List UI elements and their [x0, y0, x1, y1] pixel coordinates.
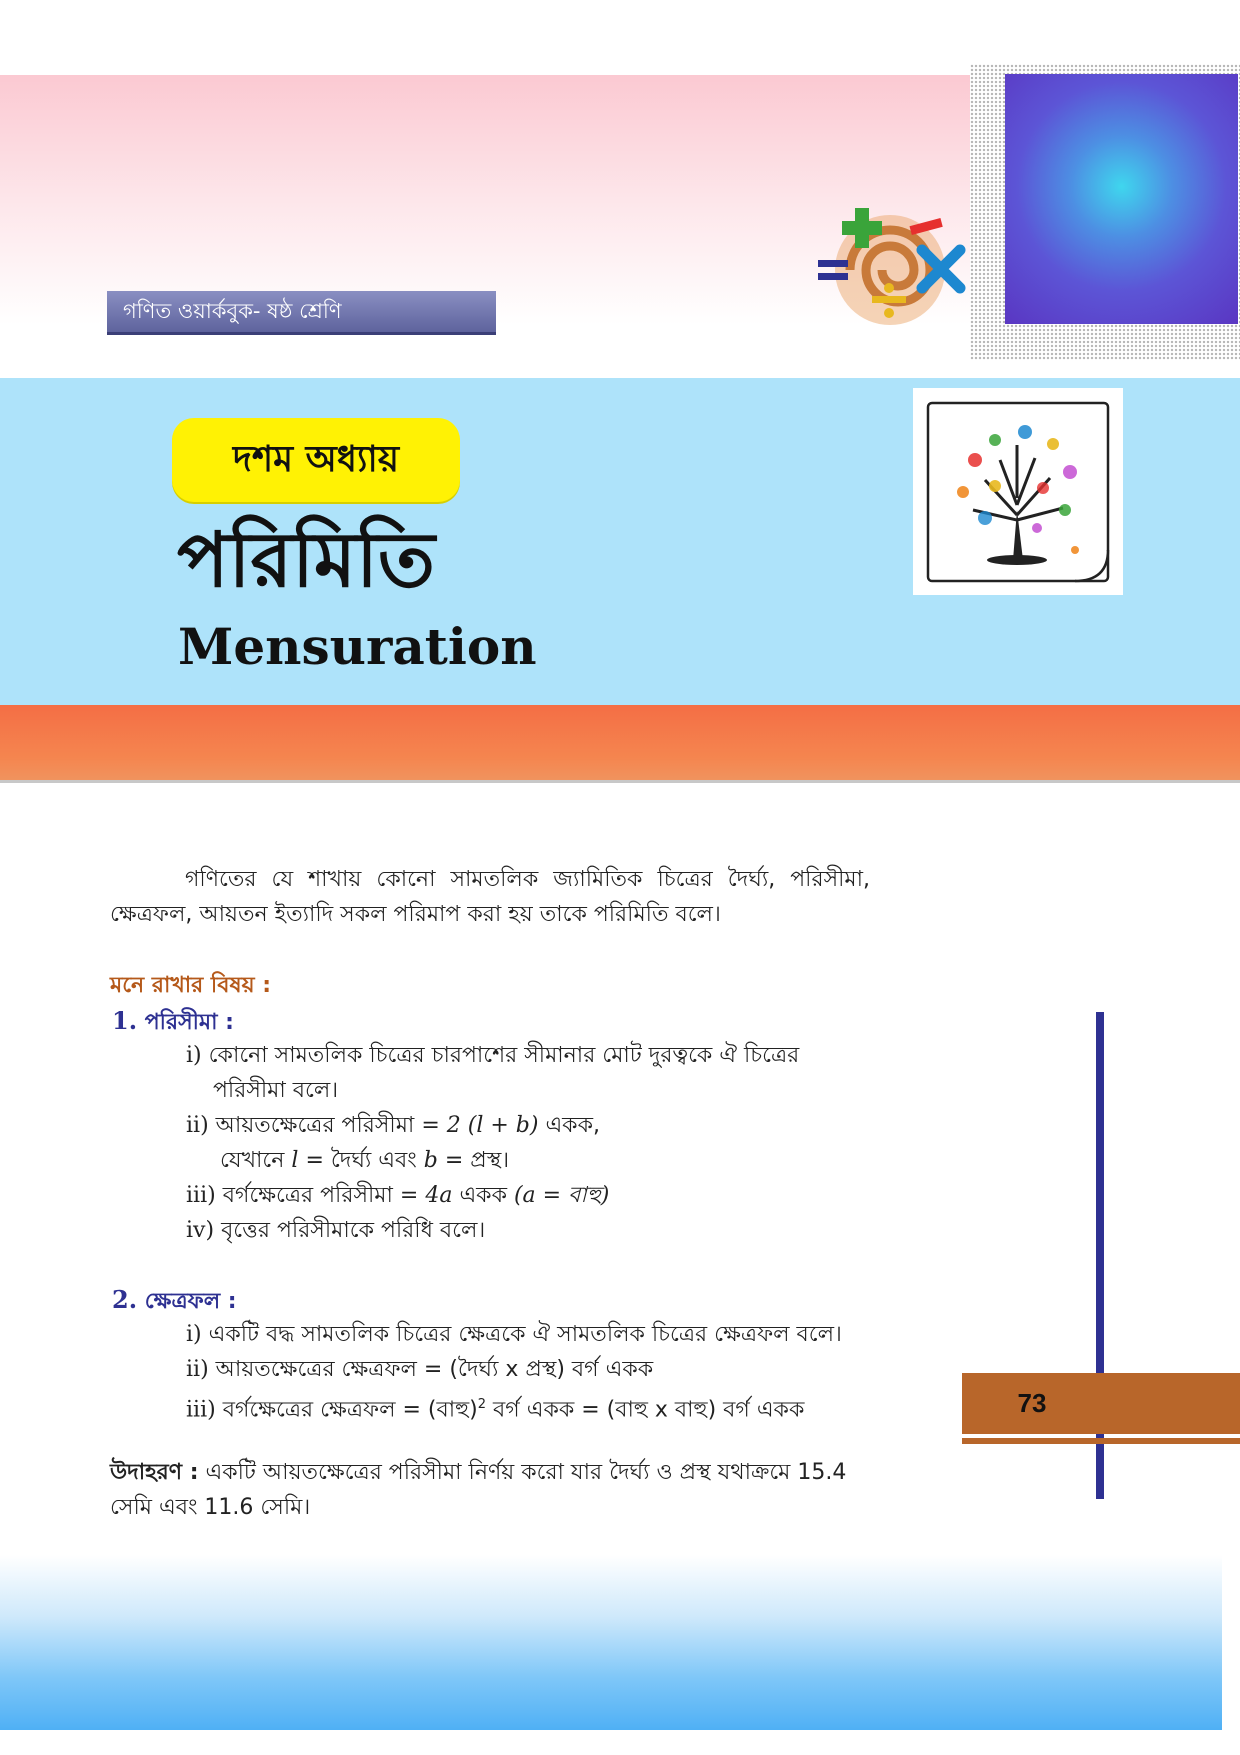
section-title: ক্ষেত্রফল : [144, 1289, 237, 1314]
section-number: 2. [112, 1285, 138, 1314]
item-roman: ii) [186, 1113, 209, 1138]
book-label: গণিত ওয়ার্কবুক- ষষ্ঠ শ্রেণি [107, 291, 496, 332]
list-item-continuation [220, 1143, 509, 1178]
footer-gradient-band [0, 1555, 1222, 1730]
page-number-rule [962, 1438, 1240, 1444]
item-formula: = 4a [399, 1183, 453, 1208]
remember-heading: মনে রাখার বিষয় : [110, 973, 272, 998]
list-item [186, 1352, 653, 1387]
decorative-gradient-square [1005, 74, 1238, 324]
item-roman: i) [186, 1322, 202, 1347]
item-text: বর্গক্ষেত্রের পরিসীমা [222, 1183, 393, 1208]
item-text: আয়তক্ষেত্রের ক্ষেত্রফল = (দৈর্ঘ্য x প্রস্থ) বর্গ একক [215, 1357, 654, 1382]
list-item [186, 1178, 609, 1213]
math-operators-logo-icon [810, 200, 970, 335]
item-unit: একক, [545, 1113, 600, 1138]
item-note: (a = বাহু) [513, 1183, 610, 1208]
item-text: আয়তক্ষেত্রের পরিসীমা [215, 1113, 415, 1138]
continuation-text: = প্রস্থ। [444, 1148, 510, 1173]
variable-l: l [291, 1148, 299, 1173]
orange-divider-band [0, 705, 1240, 780]
continuation-text: = দৈর্ঘ্য এবং [305, 1148, 417, 1173]
list-item [186, 1213, 485, 1248]
list-item-continuation: পরিসীমা বলে। [213, 1078, 339, 1103]
chapter-badge: দশম অধ্যায় [172, 418, 460, 502]
item-roman: ii) [186, 1357, 209, 1382]
item-formula: = 2 (l + b) [421, 1113, 539, 1138]
chapter-title-english: Mensuration [178, 617, 537, 676]
example-label: উদাহরণ : [110, 1460, 199, 1485]
number-tree-icon [925, 400, 1111, 584]
item-roman: iii) [186, 1397, 216, 1423]
item-roman: i) [186, 1043, 202, 1068]
list-item [186, 1038, 799, 1073]
chapter-title-bengali: পরিমিতি [177, 515, 435, 604]
section-heading-area [112, 1282, 237, 1319]
section-heading-perimeter [112, 1003, 234, 1040]
item-roman: iv) [186, 1218, 215, 1243]
superscript: 2 [477, 1397, 487, 1412]
continuation-text: যেখানে [220, 1148, 285, 1173]
example-paragraph [110, 1455, 870, 1525]
list-item [186, 1108, 600, 1143]
item-text: কোনো সামতলিক চিত্রের চারপাশের সীমানার মোট দুরত্বকে ঐ চিত্রের [208, 1043, 800, 1068]
list-item [186, 1317, 842, 1352]
item-text: একটি বদ্ধ সামতলিক চিত্রের ক্ষেত্রকে ঐ সামতলিক চিত্রের ক্ষেত্রফল বলে। [208, 1322, 842, 1347]
section-title: পরিসীমা : [144, 1010, 234, 1035]
page-number: 73 [1017, 1388, 1047, 1418]
section-number: 1. [112, 1006, 138, 1035]
item-unit: একক [459, 1183, 507, 1208]
item-roman: iii) [186, 1183, 216, 1208]
variable-b: b [423, 1148, 438, 1173]
item-text: বৃত্তের পরিসীমাকে পরিধি বলে। [221, 1218, 486, 1243]
intro-paragraph: গণিতের যে শাখায় কোনো সামতলিক জ্যামিতিক চিত্রের দৈর্ঘ্য, পরিসীমা, ক্ষেত্রফল, আয়তন ইত্যাদি সকল পরিমাপ করা হয় তাকে পরিমিতি বলে। [110, 867, 870, 927]
example-text: একটি আয়তক্ষেত্রের পরিসীমা নির্ণয় করো যার দৈর্ঘ্য ও প্রস্থ যথাক্রমে 15.4 সেমি এবং 11.6 সেমি। [110, 1460, 847, 1520]
item-text: বর্গ একক = (বাহু x বাহু) বর্গ একক [486, 1397, 805, 1423]
list-item [186, 1387, 804, 1427]
item-text: বর্গক্ষেত্রের ক্ষেত্রফল = (বাহু) [222, 1397, 478, 1423]
